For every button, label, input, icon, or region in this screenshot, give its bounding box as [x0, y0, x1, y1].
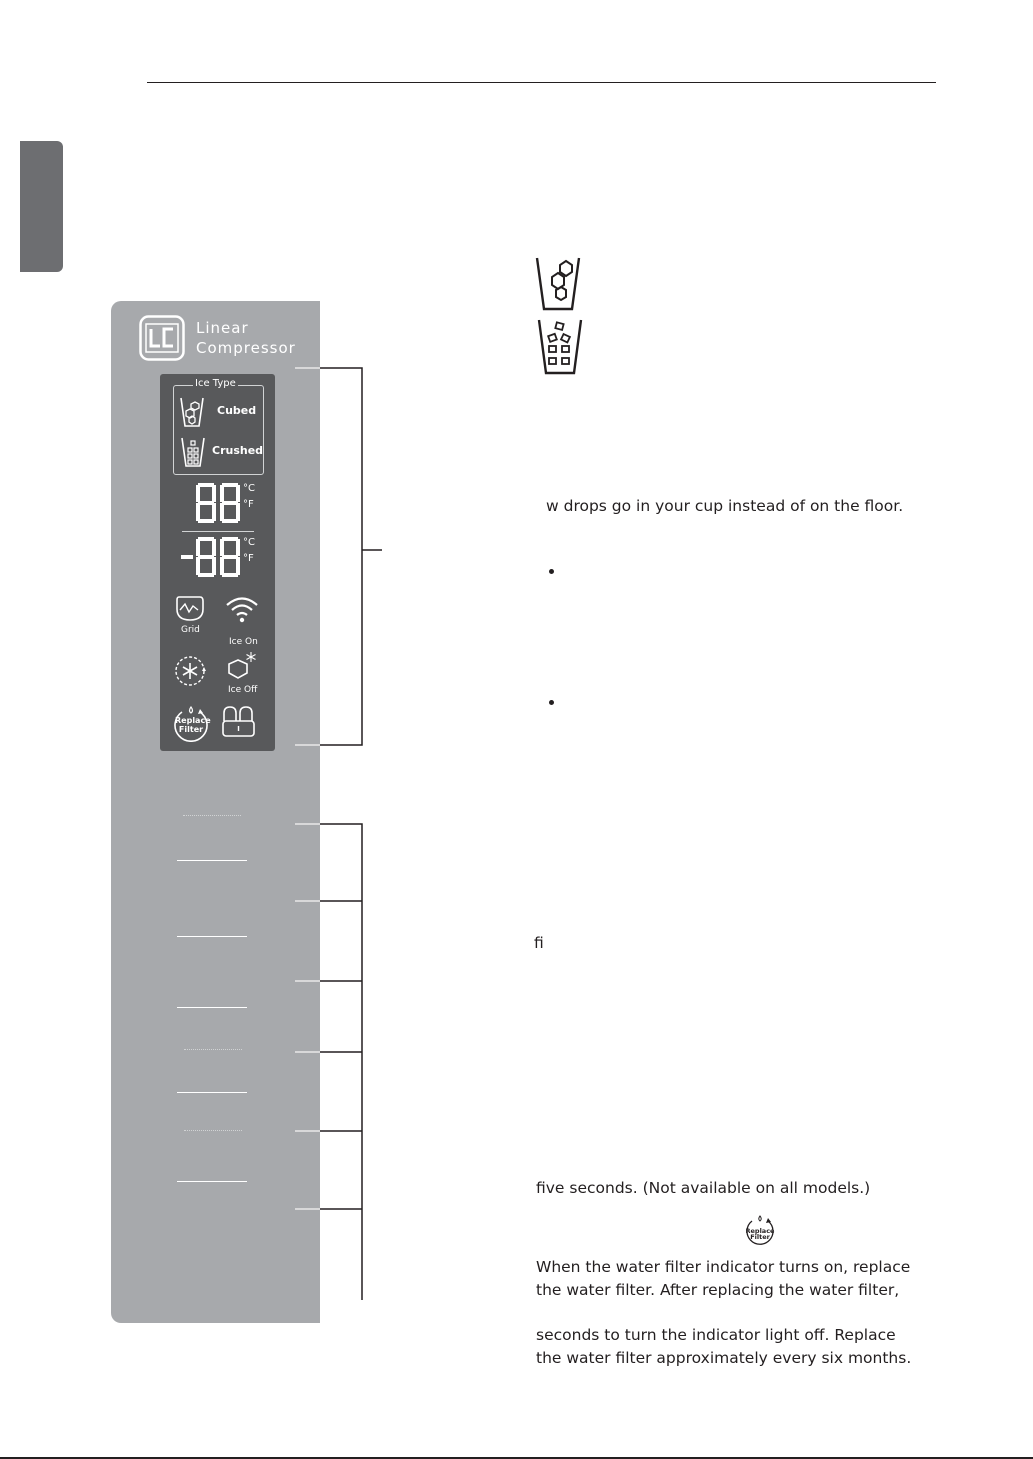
ice-crushed-label: Crushed — [212, 444, 264, 457]
ice-on-label: Ice On — [229, 637, 258, 647]
button-separator-1 — [183, 815, 241, 816]
ice-off-label: Ice Off — [228, 685, 258, 695]
ice-cubed-label: Cubed — [217, 404, 257, 417]
express-freeze-icon — [173, 653, 209, 689]
brand-label — [196, 318, 296, 358]
lc-logo-icon — [139, 315, 185, 361]
button-separator-8 — [177, 1181, 247, 1182]
button-separator-7 — [184, 1130, 242, 1131]
grid-label: Grid — [181, 625, 200, 635]
text-drops-line: w drops go in your cup instead of on the floor. — [546, 497, 904, 515]
svg-text:Filter: Filter — [750, 1233, 770, 1241]
ice-type-title: Ice Type — [195, 378, 236, 389]
text-fi-fragment: fi — [534, 934, 544, 952]
wifi-icon — [224, 594, 260, 624]
button-separator-5 — [184, 1049, 242, 1050]
freezer-temp-digits — [181, 536, 243, 578]
cubed-ice-icon — [178, 396, 206, 428]
ice-off-icon — [224, 650, 260, 684]
callout-brackets — [295, 360, 390, 1305]
language-tab — [20, 141, 63, 272]
display-divider — [182, 531, 254, 532]
button-separator-4 — [177, 1007, 247, 1008]
svg-text:Replace: Replace — [745, 1227, 775, 1235]
text-five-seconds: five seconds. (Not available on all models.) — [536, 1179, 871, 1197]
fridge-temp-digits — [195, 482, 243, 524]
brand-line-1: Linear — [196, 319, 249, 337]
header-rule — [147, 82, 936, 83]
button-separator-3 — [177, 936, 247, 937]
filter-para-line-4: the water filter approximately every six months. — [536, 1349, 912, 1367]
button-separator-2 — [177, 860, 247, 861]
fridge-unit-c: °C — [243, 483, 255, 494]
replace-filter-inline-icon — [744, 1214, 776, 1246]
bullet-1 — [549, 569, 554, 574]
filter-para-line-2: the water filter. After replacing the water filter, — [536, 1281, 900, 1299]
freezer-unit-c: °C — [243, 537, 255, 548]
grid-icon — [174, 593, 206, 623]
lock-icon — [220, 704, 258, 740]
replace-filter-text-2: Filter — [178, 725, 204, 734]
button-separator-6 — [177, 1092, 247, 1093]
replace-filter-text-1: Replace — [175, 716, 211, 725]
crushed-ice-icon — [179, 436, 207, 468]
freezer-unit-f: °F — [243, 553, 254, 564]
fridge-unit-f: °F — [243, 499, 254, 510]
cubed-ice-large-icon — [533, 256, 583, 312]
bullet-2 — [549, 700, 554, 705]
filter-para-line-3: seconds to turn the indicator light off. Replace — [536, 1326, 896, 1344]
replace-filter-icon-text — [175, 716, 211, 734]
brand-line-2: Compressor — [196, 339, 296, 357]
crushed-ice-large-icon — [535, 318, 585, 376]
filter-para-line-1: When the water filter indicator turns on, replace — [536, 1258, 911, 1276]
